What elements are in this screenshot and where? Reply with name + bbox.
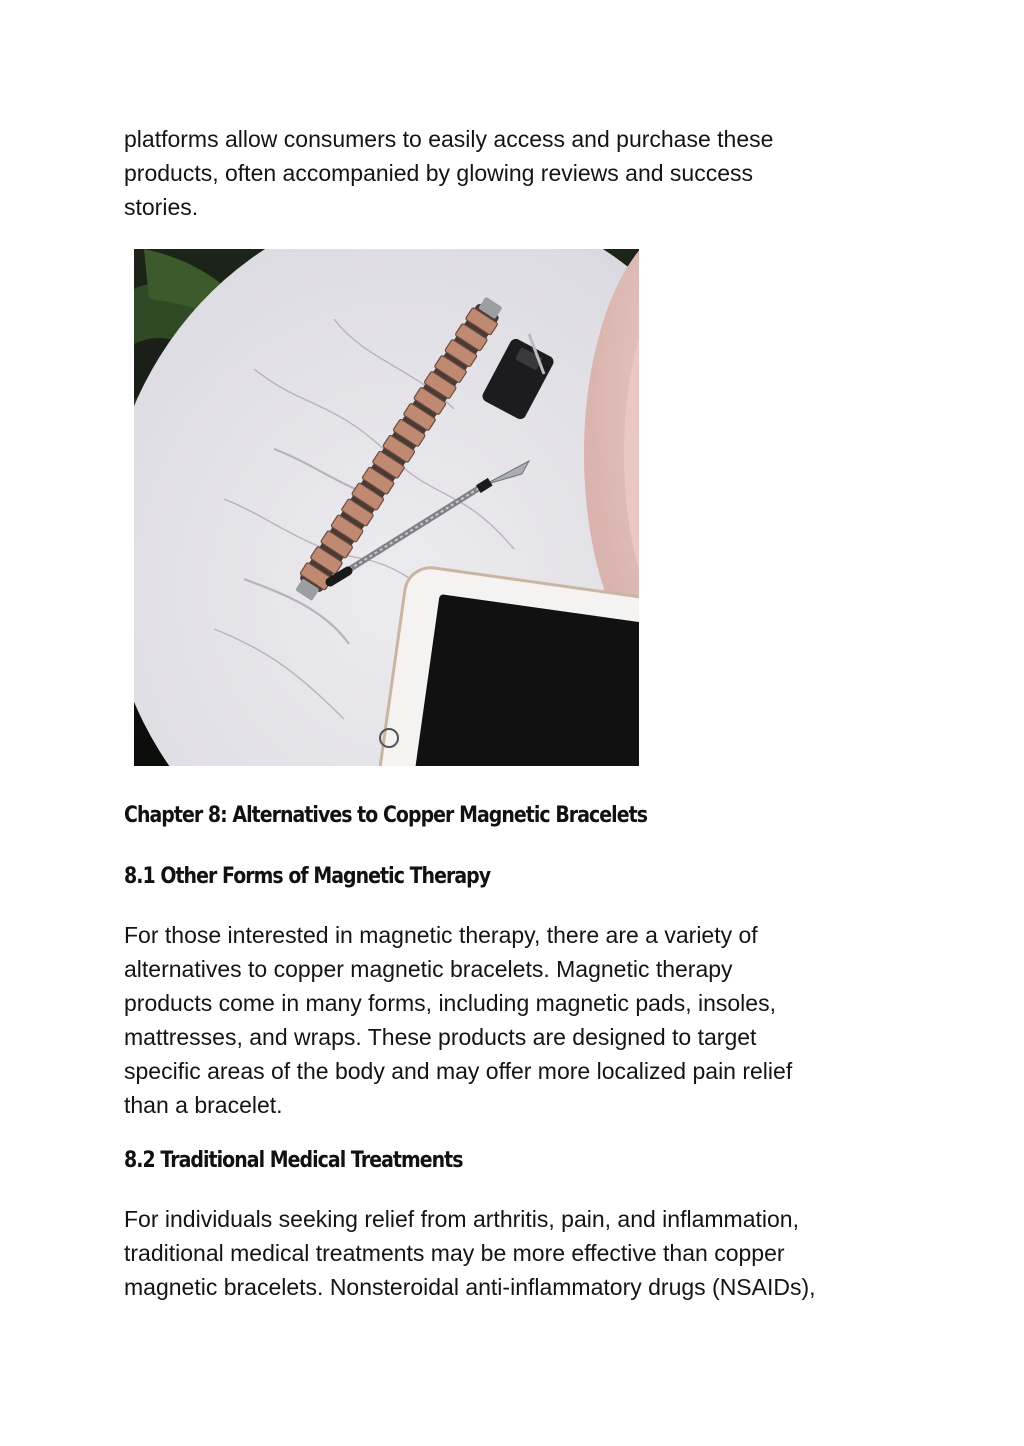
paragraph-line: specific areas of the body and may offer more localized pain relief xyxy=(124,1058,793,1084)
intro-paragraph xyxy=(124,122,904,224)
bracelet-photo xyxy=(134,249,639,766)
paragraph-line: platforms allow consumers to easily access and purchase these xyxy=(124,126,774,152)
section-heading-8-1: 8.1 Other Forms of Magnetic Therapy xyxy=(124,864,491,889)
paragraph-line: mattresses, and wraps. These products are designed to target xyxy=(124,1024,757,1050)
paragraph-line: magnetic bracelets. Nonsteroidal anti-inflammatory drugs (NSAIDs), xyxy=(124,1274,816,1300)
section-heading-8-2: 8.2 Traditional Medical Treatments xyxy=(124,1148,463,1173)
chapter-heading: Chapter 8: Alternatives to Copper Magnetic Bracelets xyxy=(124,803,648,828)
paragraph-line: For individuals seeking relief from arthritis, pain, and inflammation, xyxy=(124,1206,799,1232)
paragraph-line: stories. xyxy=(124,194,199,220)
section-8-2-paragraph xyxy=(124,1202,904,1304)
paragraph-line: For those interested in magnetic therapy, there are a variety of xyxy=(124,922,758,948)
paragraph-line: alternatives to copper magnetic bracelets. Magnetic therapy xyxy=(124,956,733,982)
paragraph-line: products come in many forms, including magnetic pads, insoles, xyxy=(124,990,776,1016)
tablet-device xyxy=(372,564,639,766)
section-8-1-paragraph xyxy=(124,918,904,1122)
paragraph-line: than a bracelet. xyxy=(124,1092,283,1118)
paragraph-line: traditional medical treatments may be more effective than copper xyxy=(124,1240,785,1266)
bracelet-photo-illustration xyxy=(134,249,639,766)
paragraph-line: products, often accompanied by glowing reviews and success xyxy=(124,160,754,186)
